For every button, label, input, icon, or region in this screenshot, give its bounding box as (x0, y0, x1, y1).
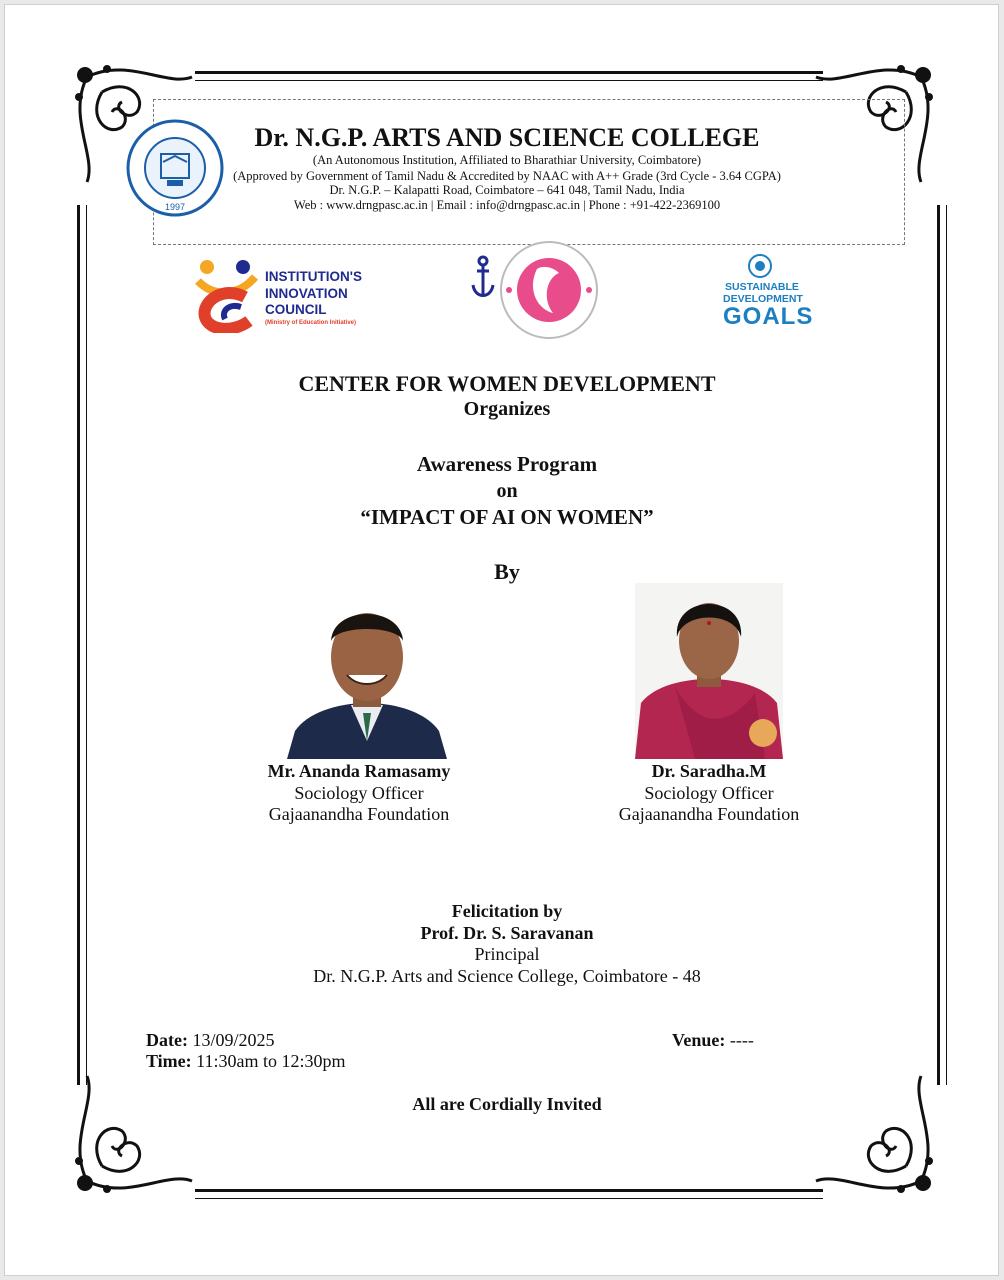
speaker-2-role: Sociology Officer (644, 782, 774, 803)
sdg-line-1: SUSTAINABLE (725, 281, 799, 293)
college-name: Dr. N.G.P. ARTS AND SCIENCE COLLEGE (254, 123, 760, 152)
corner-ornament-bottom-right-icon (811, 1071, 941, 1201)
un-emblem-icon (747, 253, 773, 279)
date-label: Date: (146, 1030, 188, 1050)
iic-line-4: (Ministry of Education Initiative) (265, 319, 357, 326)
college-address: Dr. N.G.P. – Kalapatti Road, Coimbatore – 641 048, Tamil Nadu, India (329, 183, 685, 197)
sdg-line-2: DEVELOPMENT (723, 293, 803, 305)
felicitation-role: Principal (474, 944, 540, 964)
venue-line (672, 1030, 754, 1051)
college-contact: Web : www.drngpasc.ac.in | Email : info@drngpasc.ac.in | Phone : +91-422-2369100 (293, 198, 721, 212)
program-type: Awareness Program (416, 452, 598, 476)
iic-line-1: INSTITUTION'S (265, 269, 362, 284)
svg-text:1997: 1997 (164, 202, 186, 212)
iic-text (265, 269, 362, 327)
felicitation-name: Prof. Dr. S. Saravanan (420, 922, 594, 943)
program-topic: “IMPACT OF AI ON WOMEN” (360, 505, 654, 529)
frame-bottom-border (195, 1189, 823, 1199)
organizes-text: Organizes (463, 398, 551, 420)
speaker-1-photo (287, 591, 447, 759)
college-affiliation: (An Autonomous Institution, Affiliated to Bharathiar University, Coimbatore) (312, 153, 702, 167)
speaker-1-info (229, 761, 489, 826)
speaker-2-photo (635, 583, 783, 759)
speaker-1-org: Gajaanandha Foundation (268, 804, 450, 824)
college-accreditation: (Approved by Government of Tamil Nadu & Accredited by NAAC with A++ Grade (3rd Cycle - 3.64 CGPA) (233, 169, 781, 183)
date-value: 13/09/2025 (187, 1030, 275, 1050)
iic-line-2: INNOVATION (265, 285, 348, 301)
on-text: on (496, 480, 518, 502)
speaker-2-name: Dr. Saradha.M (651, 761, 767, 781)
sdg-line-3: GOALS (723, 303, 814, 330)
corner-ornament-bottom-left-icon (67, 1071, 197, 1201)
time-value: 11:30am to 12:30pm (191, 1051, 346, 1071)
iic-logo-icon (193, 257, 263, 333)
frame-top-border (195, 71, 823, 81)
iic-line-3: COUNCIL (265, 302, 327, 317)
venue-label: Venue: (672, 1030, 726, 1050)
organizer-title: CENTER FOR WOMEN DEVELOPMENT (298, 371, 716, 396)
venue-value: ---- (725, 1030, 754, 1050)
speaker-2-info (579, 761, 839, 826)
sdg-text (723, 281, 814, 330)
by-text: By (494, 559, 520, 584)
closing-invitation: All are Cordially Invited (412, 1094, 602, 1114)
date-line (146, 1030, 275, 1051)
speaker-2-org: Gajaanandha Foundation (618, 804, 800, 824)
women-development-logo (467, 239, 607, 341)
speaker-1-role: Sociology Officer (294, 782, 424, 803)
time-label: Time: (146, 1051, 192, 1071)
poster-page (4, 4, 999, 1276)
time-line (146, 1051, 346, 1072)
felicitation-org: Dr. N.G.P. Arts and Science College, Coimbatore - 48 (313, 965, 701, 986)
felicitation-block (5, 901, 1004, 987)
speaker-1-name: Mr. Ananda Ramasamy (267, 761, 451, 781)
felicitation-label: Felicitation by (451, 901, 563, 921)
